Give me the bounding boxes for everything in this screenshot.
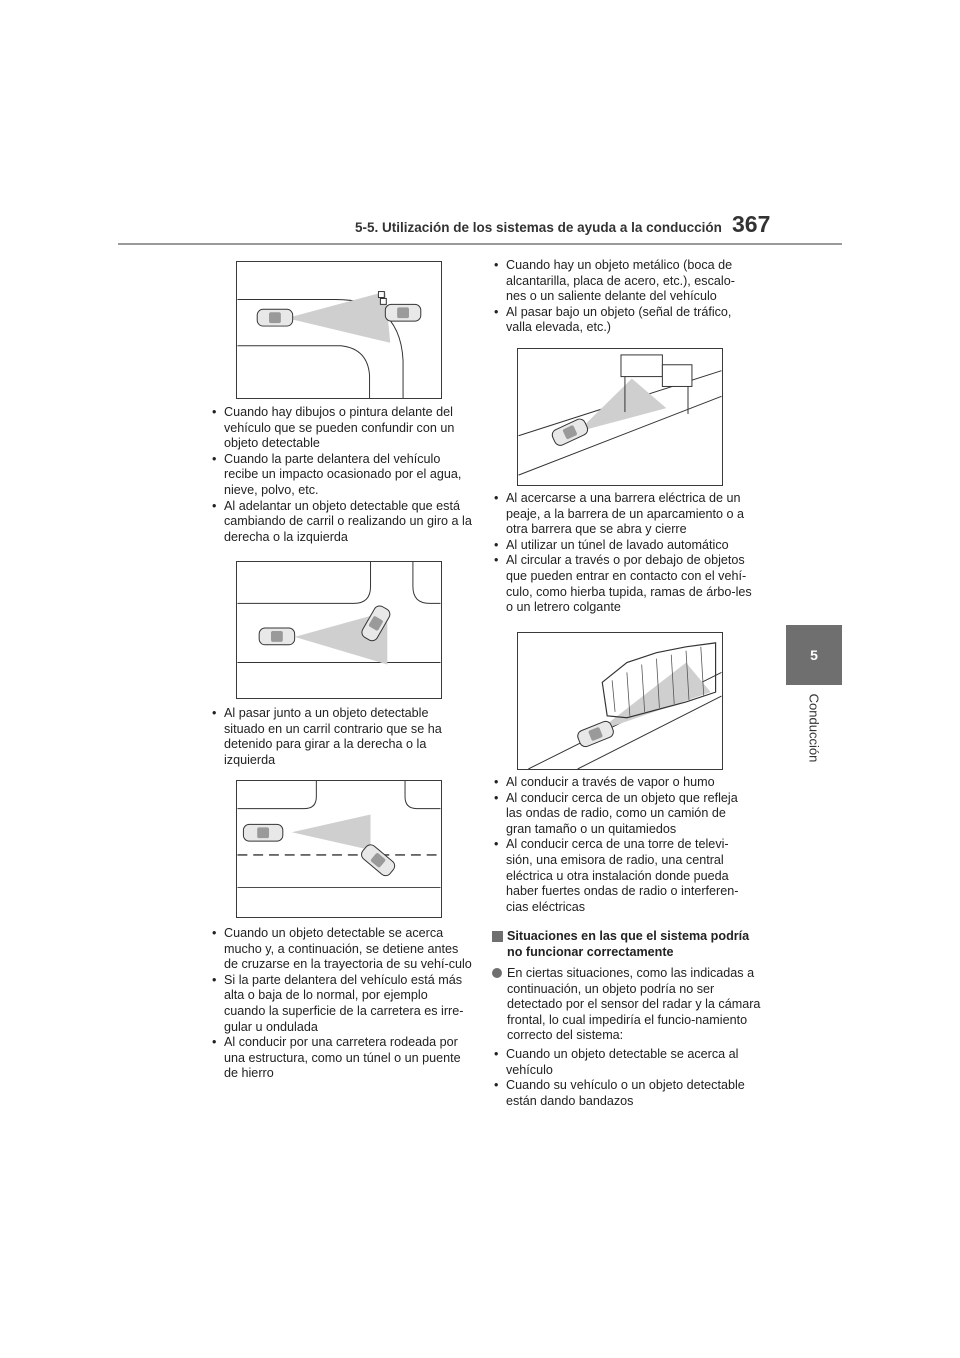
right-list-1 [492, 258, 754, 336]
list-item: • Al acercarse a una barrera eléctrica de un peaje, a la barrera de un aparcamiento o a otra barrera que se abra y cierre [492, 491, 754, 538]
list-item: • Cuando un objeto detectable se acerca al vehículo [492, 1047, 754, 1078]
chapter-tab [786, 625, 842, 685]
list-item: • Cuando su vehículo o un objeto detectable están dando bandazos [492, 1078, 754, 1109]
list-item: • Al adelantar un objeto detectable que está cambiando de carril o realizando un giro a la derecha o la izquierda [210, 499, 472, 546]
section-heading [492, 929, 762, 960]
right-list-2 [492, 491, 754, 616]
left-list-1 [210, 405, 472, 545]
paragraph-text: En ciertas situaciones, como las indicadas a continuación, un objeto podría no ser detectado por el sensor del radar y la cámara frontal, lo cual impediría el funcio-namiento correcto del sistema: [507, 966, 761, 1043]
left-list-2 [210, 706, 472, 768]
square-bullet-icon [492, 931, 503, 942]
intro-paragraph [492, 966, 762, 1044]
section-title: 5-5. Utilización de los sistemas de ayuda a la conducción [355, 220, 722, 235]
list-item: • Cuando un objeto detectable se acerca mucho y, a continuación, se detiene antes de cruzarse en la trayectoria de su vehí-culo [210, 926, 472, 973]
list-item: • Al conducir por una carretera rodeada por una estructura, como un túnel o un puente de hierro [210, 1035, 472, 1082]
list-item: • Cuando hay un objeto metálico (boca de alcantarilla, placa de acero, etc.), escalo-nes o un saliente delante del vehículo [492, 258, 754, 305]
right-list-3 [492, 775, 754, 915]
header-rule [118, 243, 842, 245]
left-list-3 [210, 926, 472, 1082]
illustration-dense-grass [517, 632, 723, 770]
list-item: • Al conducir a través de vapor o humo [492, 775, 754, 791]
chapter-label: Conducción [806, 693, 822, 763]
right-list-4 [492, 1047, 754, 1109]
list-item: • Al conducir cerca de una torre de televi-sión, una emisora de radio, una central eléctrica u otra instalación donde pueda haber fuertes ondas de radio o interferen-cias eléctricas [492, 837, 754, 915]
list-item: • Al circular a través o por debajo de objetos que pueden entrar en contacto con el vehí-culo, como hierba tupida, ramas de árbo-les o un letrero colgante [492, 553, 754, 615]
list-item: • Cuando la parte delantera del vehículo recibe un impacto ocasionado por el agua, nieve, polvo, etc. [210, 452, 472, 499]
list-item: • Al pasar bajo un objeto (señal de tráfico, valla elevada, etc.) [492, 305, 754, 336]
illustration-overhead-sign [517, 348, 723, 486]
list-item: • Al utilizar un túnel de lavado automático [492, 538, 754, 554]
page-number: 367 [732, 211, 771, 237]
heading-text: Situaciones en las que el sistema podría no funcionar correctamente [507, 929, 750, 959]
illustration-oncoming-car [236, 780, 442, 918]
list-item: • Al conducir cerca de un objeto que refleja las ondas de radio, como un camión de gran tamaño o un quitamiedos [492, 791, 754, 838]
illustration-turning-car [236, 561, 442, 699]
list-item: • Cuando hay dibujos o pintura delante del vehículo que se pueden confundir con un objeto detectable [210, 405, 472, 452]
circle-bullet-icon [492, 968, 502, 978]
list-item: • Al pasar junto a un objeto detectable situado en un carril contrario que se ha detenido para girar a la derecha o la izquierda [210, 706, 472, 768]
chapter-number: 5 [810, 647, 818, 663]
illustration-curve-road [236, 261, 442, 399]
list-item: • Si la parte delantera del vehículo está más alta o baja de lo normal, por ejemplo cuando la superficie de la carretera es irre-gular u ondulada [210, 973, 472, 1035]
